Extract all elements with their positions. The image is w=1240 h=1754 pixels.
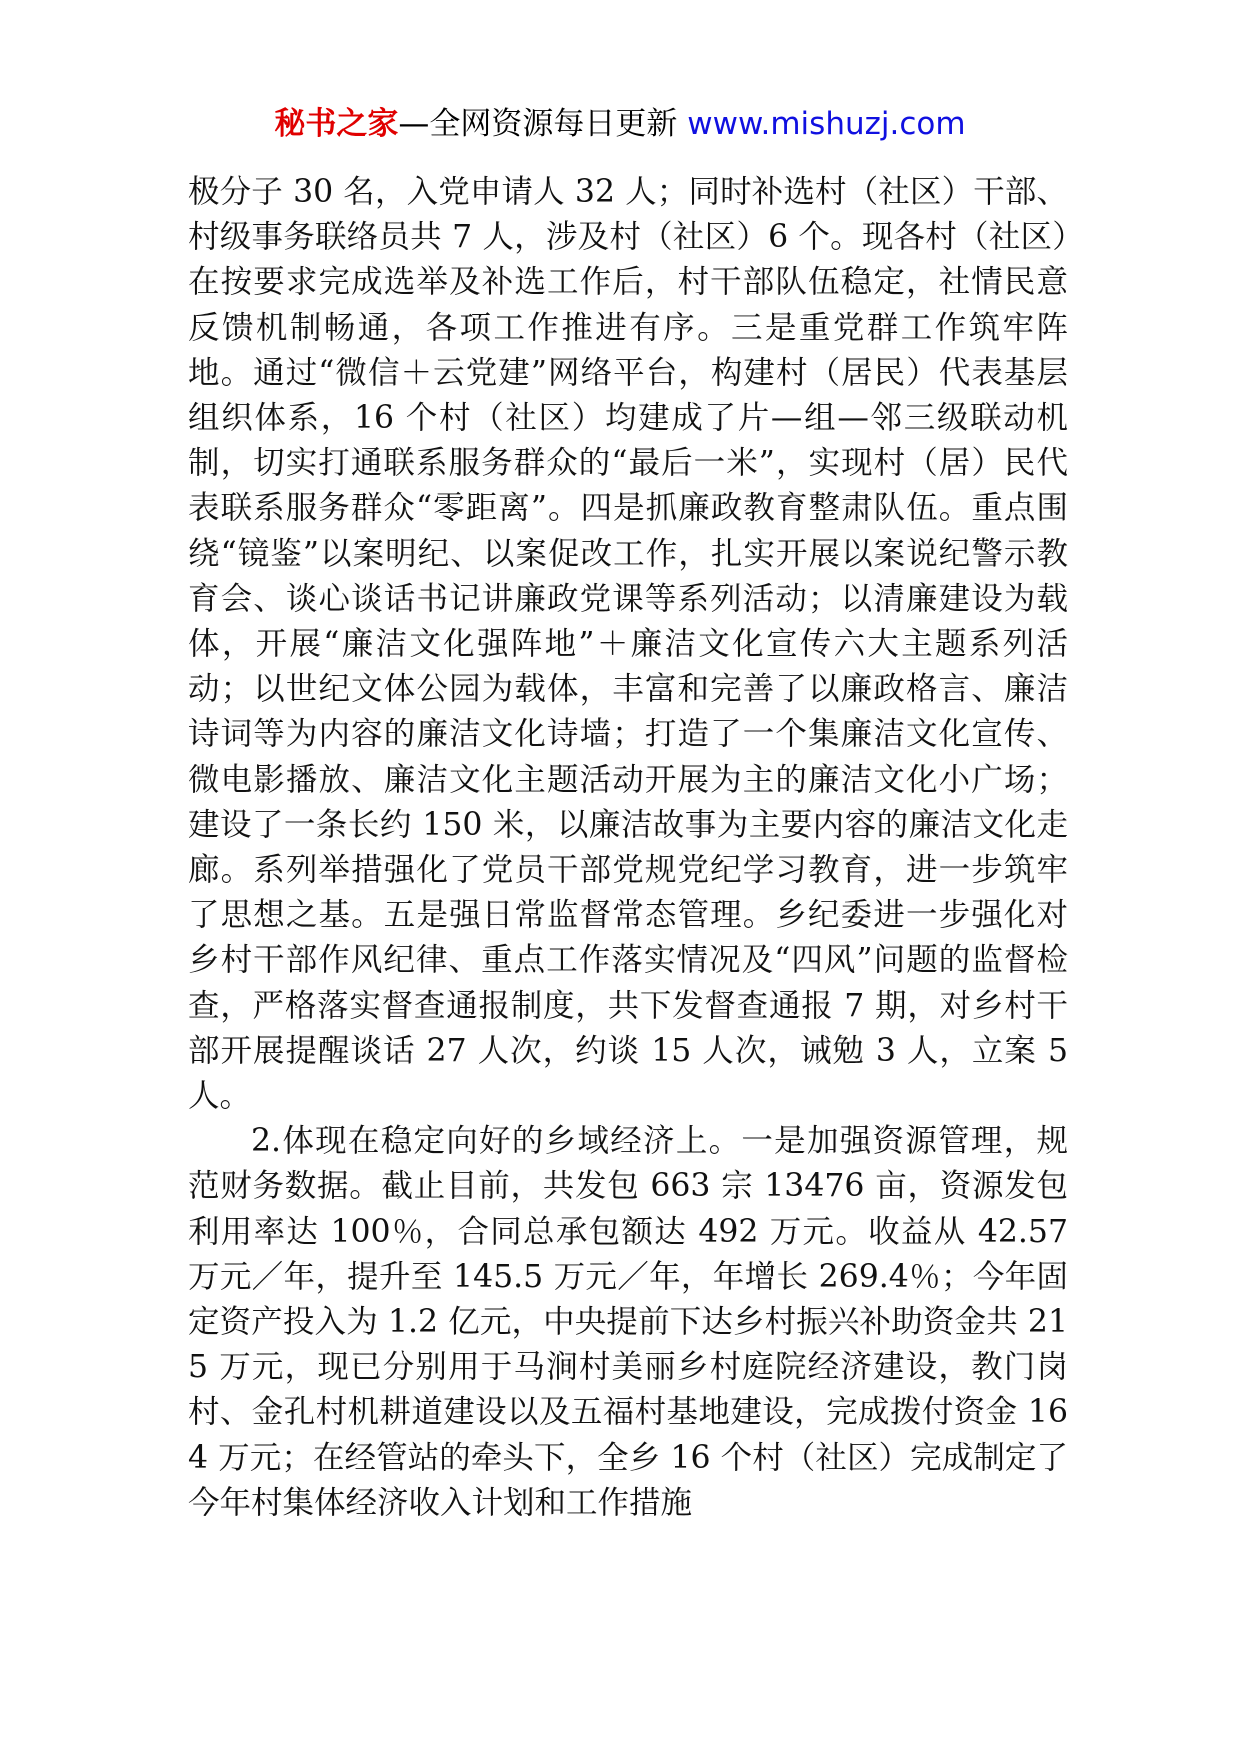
- page-header: [0, 100, 1240, 148]
- header-tagline: —全网资源每日更新: [398, 106, 688, 142]
- paragraph-1: 极分子 30 名，入党申请人 32 人；同时补选村（社区）干部、村级事务联络员共 7 人，涉及村（社区）6 个。现各村（社区）在按要求完成选举及补选工作后，村干部队伍稳定，社情民意反馈机制畅通，各项工作推进有序。三是重党群工作筑牢阵地。通过“微信＋云党建”网络平台，构建村（居民）代表基层组织体系，16 个村（社区）均建成了片—组—邻三级联动机制，切实打通联系服务群众的“最后一米”，实现村（居）民代表联系服务群众“零距离”。四是抓廉政教育整肃队伍。重点围绕“镜鉴”以案明纪、以案促改工作，扎实开展以案说纪警示教育会、谈心谈话书记讲廉政党课等系列活动；以清廉建设为载体，开展“廉洁文化强阵地”＋廉洁文化宣传六大主题系列活动；以世纪文体公园为载体，丰富和完善了以廉政格言、廉洁诗词等为内容的廉洁文化诗墙；打造了一个集廉洁文化宣传、微电影播放、廉洁文化主题活动开展为主的廉洁文化小广场；建设了一条长约 150 米，以廉洁故事为主要内容的廉洁文化走廊。系列举措强化了党员干部党规党纪学习教育，进一步筑牢了思想之基。五是强日常监督常态管理。乡纪委进一步强化对乡村干部作风纪律、重点工作落实情况及“四风”问题的监督检查，严格落实督查通报制度，共下发督查通报 7 期，对乡村干部开展提醒谈话 27 人次，约谈 15 人次，诫勉 3 人，立案 5 人。: [188, 174, 1068, 1115]
- document-body: [188, 170, 1068, 1526]
- header-url-link[interactable]: www.mishuzj.com: [687, 106, 966, 142]
- header-brand: 秘书之家: [274, 106, 399, 142]
- paragraph-2: 2.体现在稳定向好的乡域经济上。一是加强资源管理，规范财务数据。截止目前，共发包 663 宗 13476 亩，资源发包利用率达 100％，合同总承包额达 492 万元。收益从 42.57 万元／年，提升至 145.5 万元／年，年增长 269.4％；今年固定资产投入为 1.2 亿元，中央提前下达乡村振兴补助资金共 215 万元，现已分别用于马涧村美丽乡村庭院经济建设，教门岗村、金孔村机耕道建设以及五福村基地建设，完成拨付资金 164 万元；在经管站的牵头下，全乡 16 个村（社区）完成制定了今年村集体经济收入计划和工作措施: [188, 1123, 1068, 1521]
